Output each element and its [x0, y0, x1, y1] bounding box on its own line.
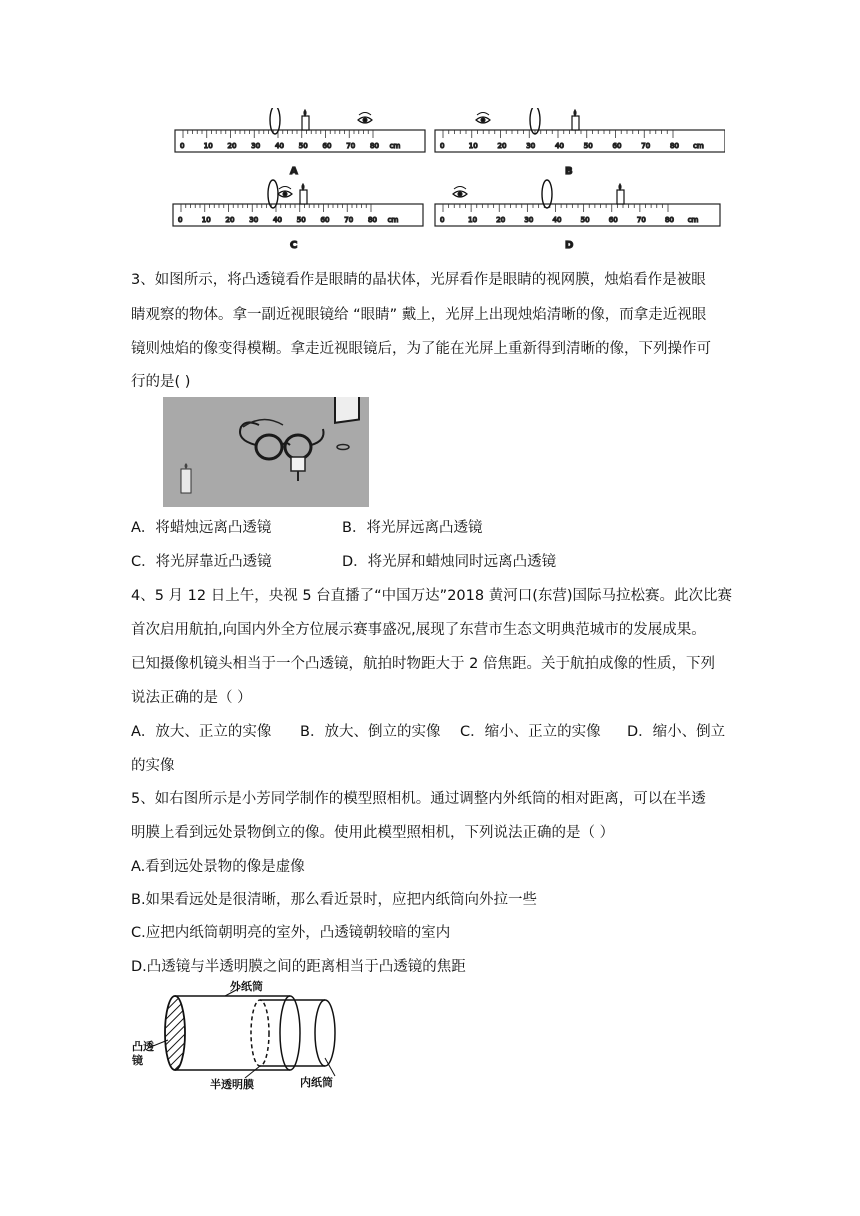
- q3-option-a: A．将蜡烛远离凸透镜: [131, 520, 272, 536]
- q5-option-a: A.看到远处景物的像是虚像: [131, 859, 305, 875]
- q4-option-d-cont: 的实像: [131, 758, 175, 774]
- label-outer-tube: 外纸筒: [230, 980, 263, 993]
- ruler-tick-label: 40: [273, 216, 282, 224]
- ruler-tick-label: 10: [203, 142, 213, 150]
- q4-line-1: 4、5 月 12 日上午，央视 5 台直播了“中国万达”2018 黄河口(东营)国际马拉松赛。此次比赛: [131, 588, 733, 604]
- bench-panel-c: [173, 180, 423, 251]
- q4-option-d: D．缩小、倒立: [627, 724, 726, 740]
- ruler-tick-label: 20: [225, 216, 235, 224]
- panel-label: C: [290, 240, 298, 251]
- candle-icon: [300, 190, 307, 204]
- ruler-tick-label: 80: [670, 142, 679, 150]
- flame-icon: [304, 110, 306, 116]
- ruler-tick-label: 80: [368, 216, 377, 224]
- ruler-tick-label: 70: [641, 142, 651, 150]
- ruler-unit: cm: [387, 216, 399, 224]
- ruler-tick-label: 50: [296, 216, 306, 224]
- ruler-tick-label: 10: [468, 142, 478, 150]
- label-film: 半透明膜: [210, 1078, 254, 1090]
- flame-icon: [619, 184, 621, 190]
- ruler-tick-label: 60: [608, 216, 618, 224]
- ruler-tick-label: 30: [524, 216, 534, 224]
- ruler-unit: cm: [693, 142, 704, 150]
- candle-icon: [302, 116, 309, 130]
- optical-bench-figure: [165, 108, 725, 258]
- ruler-tick-label: 0: [178, 216, 183, 224]
- ruler-tick-label: 50: [583, 142, 593, 150]
- ruler-tick-label: 30: [251, 142, 261, 150]
- q5-option-c: C.应把内纸筒朝明亮的室外，凸透镜朝较暗的室内: [131, 925, 451, 941]
- label-lens-1: 凸透: [132, 1040, 154, 1053]
- flame-icon: [574, 110, 576, 116]
- q3-option-b: B．将光屏远离凸透镜: [342, 520, 483, 536]
- q5-line-2: 明膜上看到远处景物倒立的像。使用此模型照相机，下列说法正确的是（ ）: [131, 825, 615, 841]
- ruler-tick-label: 70: [346, 142, 356, 150]
- q3-line-4: 行的是( ): [131, 374, 191, 390]
- bench-panel-d: [435, 180, 720, 251]
- ruler-tick-label: 20: [496, 216, 506, 224]
- q4-option-b: B．放大、倒立的实像: [300, 724, 441, 740]
- label-lens-2: 镜: [132, 1054, 143, 1067]
- q3-line-1: 3、如图所示，将凸透镜看作是眼睛的晶状体，光屏看作是眼睛的视网膜，烛焰看作是被眼: [131, 272, 706, 288]
- ruler-tick-label: 40: [555, 142, 564, 150]
- ruler-tick-label: 50: [580, 216, 590, 224]
- ruler-tick-label: 80: [665, 216, 674, 224]
- glasses-experiment-photo: [163, 397, 369, 507]
- ruler-tick-label: 40: [275, 142, 284, 150]
- q3-line-3: 镜则烛焰的像变得模糊。拿走近视眼镜后，为了能在光屏上重新得到清晰的像，下列操作可: [131, 341, 711, 357]
- ruler-tick-label: 20: [227, 142, 237, 150]
- panel-label: D: [565, 240, 574, 251]
- q4-option-c: C．缩小、正立的实像: [460, 724, 601, 740]
- candle-icon: [572, 116, 579, 130]
- bench-panel-a: [175, 108, 425, 177]
- q5-option-b: B.如果看远处是很清晰，那么看近景时，应把内纸筒向外拉一些: [131, 892, 538, 908]
- ruler-tick-label: 50: [298, 142, 308, 150]
- ruler-tick-label: 70: [636, 216, 646, 224]
- ruler-unit: cm: [687, 216, 699, 224]
- q4-line-4: 说法正确的是（ ）: [131, 690, 252, 706]
- ruler-tick-label: 10: [201, 216, 211, 224]
- candle-icon: [617, 190, 624, 204]
- label-inner-tube: 内纸筒: [300, 1076, 333, 1089]
- panel-label: A: [290, 166, 298, 177]
- panel-label: B: [565, 166, 573, 177]
- q4-line-3: 已知摄像机镜头相当于一个凸透镜，航拍时物距大于 2 倍焦距。关于航拍成像的性质，下列: [131, 656, 715, 672]
- ruler-tick-label: 0: [440, 216, 445, 224]
- bench-panel-b: [435, 108, 725, 177]
- ruler-tick-label: 80: [370, 142, 379, 150]
- ruler-tick-label: 70: [344, 216, 354, 224]
- flame-icon: [302, 184, 304, 190]
- ruler-tick-label: 60: [320, 216, 330, 224]
- q3-option-c: C．将光屏靠近凸透镜: [131, 554, 272, 570]
- ruler-tick-label: 0: [180, 142, 185, 150]
- ruler-tick-label: 30: [526, 142, 536, 150]
- ruler-tick-label: 0: [440, 142, 445, 150]
- q3-option-d: D．将光屏和蜡烛同时远离凸透镜: [342, 554, 557, 570]
- ruler-tick-label: 60: [612, 142, 622, 150]
- ruler-tick-label: 40: [552, 216, 562, 224]
- ruler-tick-label: 20: [497, 142, 507, 150]
- q5-line-1: 5、如右图所示是小芳同学制作的模型照相机。通过调整内外纸筒的相对距离，可以在半透: [131, 791, 706, 807]
- ruler-tick-label: 10: [468, 216, 478, 224]
- q5-option-d: D.凸透镜与半透明膜之间的距离相当于凸透镜的焦距: [131, 959, 466, 975]
- q3-line-2: 睛观察的物体。拿一副近视眼镜给 “眼睛” 戴上，光屏上出现烛焰清晰的像，而拿走近视眼: [131, 307, 707, 323]
- q4-line-2: 首次启用航拍,向国内外全方位展示赛事盛况,展现了东营市生态文明典范城市的发展成果。: [131, 622, 706, 638]
- ruler-tick-label: 30: [249, 216, 259, 224]
- ruler-tick-label: 60: [322, 142, 332, 150]
- q4-option-a: A．放大、正立的实像: [131, 724, 272, 740]
- ruler-unit: cm: [389, 142, 401, 150]
- camera-model-figure: [130, 978, 365, 1090]
